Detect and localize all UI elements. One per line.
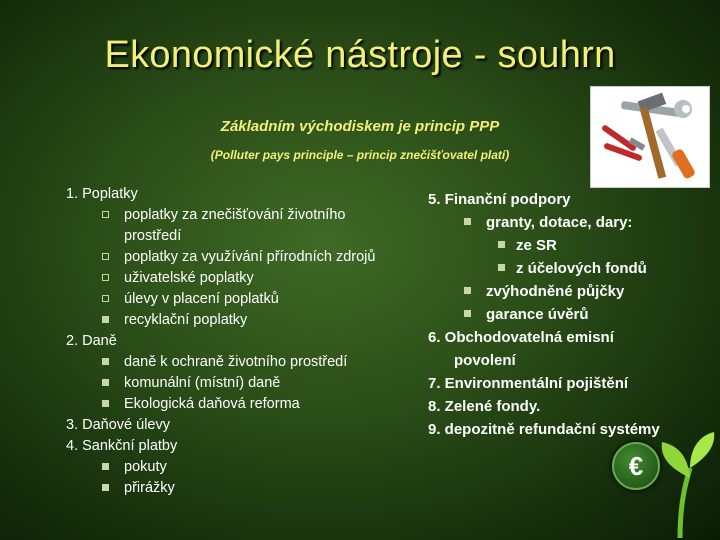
hollow-square-bullet-icon (102, 205, 109, 226)
list-item-text: 8. Zelené fondy. (428, 398, 541, 415)
list-item-heading (428, 372, 718, 395)
list-item-heading (66, 415, 396, 436)
list-item-text: granty, dotace, dary: (486, 214, 633, 231)
list-subitem (428, 257, 718, 280)
list-item-text: 3. Daňové úlevy (66, 417, 170, 433)
hollow-square-bullet-icon (102, 289, 109, 310)
list-subitem (428, 234, 718, 257)
slide-subtitle: Základním východiskem je princip PPP (220, 118, 500, 135)
list-item-text: 9. depozitně refundační systémy (428, 421, 660, 438)
list-item-text: 7. Environmentální pojištění (428, 375, 629, 392)
list-item-continuation (428, 349, 718, 372)
square-bullet-icon (464, 280, 471, 303)
list-item (428, 211, 718, 234)
list-item (428, 280, 718, 303)
slide-title: Ekonomické nástroje - souhrn (104, 34, 616, 76)
list-item-text: 6. Obchodovatelná emisní (428, 329, 614, 346)
square-bullet-icon (102, 352, 109, 373)
list-item-text: recyklační poplatky (124, 312, 248, 328)
list-item (428, 303, 718, 326)
list-item (66, 478, 396, 499)
tools-photo (590, 86, 710, 188)
list-item-text: zvýhodněné půjčky (486, 283, 625, 300)
list-item (66, 289, 396, 310)
square-bullet-icon (102, 457, 109, 478)
list-item (66, 373, 396, 394)
list-item-heading (428, 188, 718, 211)
square-bullet-icon (464, 303, 471, 326)
list-item-text: 5. Finanční podpory (428, 191, 571, 208)
list-item-text: z účelových fondů (516, 260, 647, 277)
list-item-heading (66, 331, 396, 352)
square-bullet-icon (102, 373, 109, 394)
list-item (66, 310, 396, 331)
list-item-heading (66, 436, 396, 457)
list-item-heading (428, 395, 718, 418)
square-bullet-icon (464, 211, 471, 234)
list-item-text: komunální (místní) daně (124, 375, 281, 391)
list-item-text: přirážky (124, 480, 175, 496)
hollow-square-bullet-icon (102, 247, 109, 268)
list-item-text: garance úvěrů (486, 306, 589, 323)
list-item-text: 2. Daně (66, 333, 117, 349)
square-bullet-icon (102, 310, 109, 331)
list-item-heading (66, 184, 396, 205)
list-item-text: 4. Sankční platby (66, 438, 178, 454)
list-item (66, 247, 396, 268)
list-item-text: uživatelské poplatky (124, 270, 254, 286)
square-bullet-icon (498, 257, 505, 280)
list-item (66, 394, 396, 415)
list-item-text: poplatky za znečišťování životního prostředí (124, 207, 346, 244)
list-item (66, 205, 396, 247)
list-item (66, 352, 396, 373)
square-bullet-icon (102, 478, 109, 499)
left-list (66, 184, 396, 499)
square-bullet-icon (102, 394, 109, 415)
tools-illustration (591, 87, 709, 187)
hollow-square-bullet-icon (102, 268, 109, 289)
right-list (428, 188, 718, 441)
list-item-text: daně k ochraně životního prostředí (124, 354, 348, 370)
list-item-text: poplatky za využívání přírodních zdrojů (124, 249, 376, 265)
list-item-text: 1. Poplatky (66, 186, 138, 202)
list-item-text: Ekologická daňová reforma (124, 396, 300, 412)
list-item-text: ze SR (516, 237, 557, 254)
list-item-text: povolení (454, 352, 516, 369)
square-bullet-icon (498, 234, 505, 257)
euro-coin-icon: € (612, 442, 660, 490)
list-item (66, 268, 396, 289)
slide-subnote: (Polluter pays principle – princip znečišťovatel platí) (210, 148, 510, 162)
plant-sprout-icon (650, 428, 720, 538)
list-item (66, 457, 396, 478)
list-item-text: úlevy v placení poplatků (124, 291, 279, 307)
list-item-text: pokuty (124, 459, 167, 475)
list-item-heading (428, 326, 718, 349)
